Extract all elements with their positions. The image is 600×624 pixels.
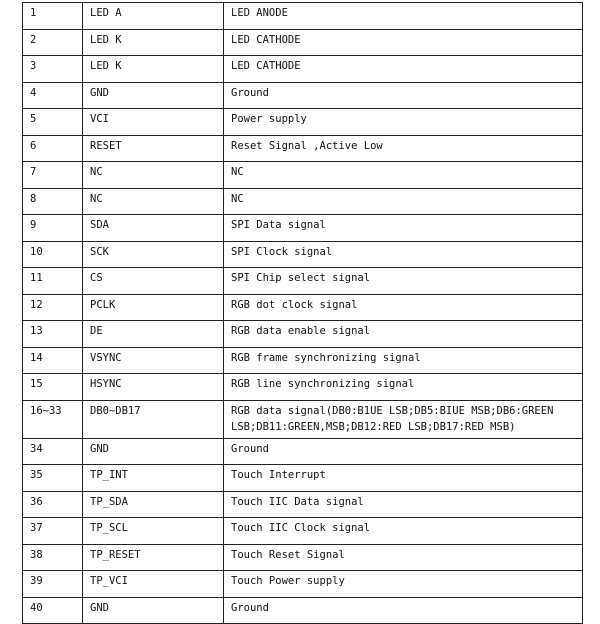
table-row <box>23 268 583 295</box>
table-row <box>23 491 583 518</box>
pin-description: NC <box>224 162 583 189</box>
table-row <box>23 544 583 571</box>
pin-symbol: GND <box>83 438 224 465</box>
table-row <box>23 347 583 374</box>
table-row <box>23 321 583 348</box>
table-row <box>23 294 583 321</box>
pin-definition-table <box>22 2 583 624</box>
pin-description: Touch Reset Signal <box>224 544 583 571</box>
pin-symbol: CS <box>83 268 224 295</box>
table-row <box>23 374 583 401</box>
pin-number: 3 <box>23 56 83 83</box>
pin-description: SPI Chip select signal <box>224 268 583 295</box>
pin-number: 13 <box>23 321 83 348</box>
pin-description: LED ANODE <box>224 3 583 30</box>
pin-symbol: TP_VCI <box>83 571 224 598</box>
pin-table-body <box>23 3 583 624</box>
pin-number: 14 <box>23 347 83 374</box>
pin-symbol: TP_INT <box>83 465 224 492</box>
pin-description: LED CATHODE <box>224 56 583 83</box>
pin-number: 11 <box>23 268 83 295</box>
table-row <box>23 215 583 242</box>
pin-symbol: GND <box>83 82 224 109</box>
table-row <box>23 241 583 268</box>
pin-number: 9 <box>23 215 83 242</box>
table-row <box>23 571 583 598</box>
pin-number: 4 <box>23 82 83 109</box>
pin-number: 12 <box>23 294 83 321</box>
pin-description: RGB frame synchronizing signal <box>224 347 583 374</box>
pin-description: Touch IIC Clock signal <box>224 518 583 545</box>
pin-description: RGB data enable signal <box>224 321 583 348</box>
pin-description <box>224 400 583 438</box>
pin-symbol: TP_SDA <box>83 491 224 518</box>
table-row <box>23 82 583 109</box>
table-row <box>23 162 583 189</box>
pin-number: 34 <box>23 438 83 465</box>
pin-description: Touch Power supply <box>224 571 583 598</box>
pin-number: 7 <box>23 162 83 189</box>
pin-symbol: LED A <box>83 3 224 30</box>
pin-description-line-2: LSB;DB11:GREEN,MSB;DB12:RED LSB;DB17:RED MSB) <box>231 420 516 433</box>
table-row <box>23 518 583 545</box>
table-row <box>23 438 583 465</box>
table-row <box>23 56 583 83</box>
pin-symbol: SCK <box>83 241 224 268</box>
pin-number: 35 <box>23 465 83 492</box>
pin-symbol: DE <box>83 321 224 348</box>
pin-symbol: VSYNC <box>83 347 224 374</box>
table-row <box>23 109 583 136</box>
pin-number: 15 <box>23 374 83 401</box>
pin-description: NC <box>224 188 583 215</box>
pin-symbol: TP_RESET <box>83 544 224 571</box>
pin-description: LED CATHODE <box>224 29 583 56</box>
table-row <box>23 188 583 215</box>
pin-description: SPI Data signal <box>224 215 583 242</box>
pin-symbol: NC <box>83 188 224 215</box>
pin-symbol: DB0~DB17 <box>83 400 224 438</box>
pin-description: RGB dot clock signal <box>224 294 583 321</box>
pin-description-line-1: RGB data signal(DB0:B1UE LSB;DB5:BIUE MSB;DB6:GREEN <box>231 404 554 417</box>
pin-description: Touch Interrupt <box>224 465 583 492</box>
table-row <box>23 400 583 438</box>
pin-symbol: SDA <box>83 215 224 242</box>
table-row <box>23 29 583 56</box>
pin-number: 8 <box>23 188 83 215</box>
pin-symbol: LED K <box>83 56 224 83</box>
pin-number: 36 <box>23 491 83 518</box>
pin-symbol: HSYNC <box>83 374 224 401</box>
pin-description: Power supply <box>224 109 583 136</box>
pin-description: SPI Clock signal <box>224 241 583 268</box>
pin-number: 2 <box>23 29 83 56</box>
table-row <box>23 597 583 624</box>
table-row <box>23 465 583 492</box>
pin-description: Reset Signal ,Active Low <box>224 135 583 162</box>
pin-number: 10 <box>23 241 83 268</box>
table-row <box>23 135 583 162</box>
pin-symbol: VCI <box>83 109 224 136</box>
pin-number: 40 <box>23 597 83 624</box>
pin-symbol: GND <box>83 597 224 624</box>
pin-symbol: TP_SCL <box>83 518 224 545</box>
pin-symbol: PCLK <box>83 294 224 321</box>
pin-number: 16~33 <box>23 400 83 438</box>
pin-number: 37 <box>23 518 83 545</box>
pin-description: Touch IIC Data signal <box>224 491 583 518</box>
pin-description: Ground <box>224 82 583 109</box>
pin-description: Ground <box>224 438 583 465</box>
pin-number: 1 <box>23 3 83 30</box>
pin-number: 39 <box>23 571 83 598</box>
pin-description: RGB line synchronizing signal <box>224 374 583 401</box>
pin-description: Ground <box>224 597 583 624</box>
pin-symbol: LED K <box>83 29 224 56</box>
pin-number: 5 <box>23 109 83 136</box>
table-row <box>23 3 583 30</box>
pin-symbol: NC <box>83 162 224 189</box>
pin-symbol: RESET <box>83 135 224 162</box>
pin-number: 38 <box>23 544 83 571</box>
pin-number: 6 <box>23 135 83 162</box>
